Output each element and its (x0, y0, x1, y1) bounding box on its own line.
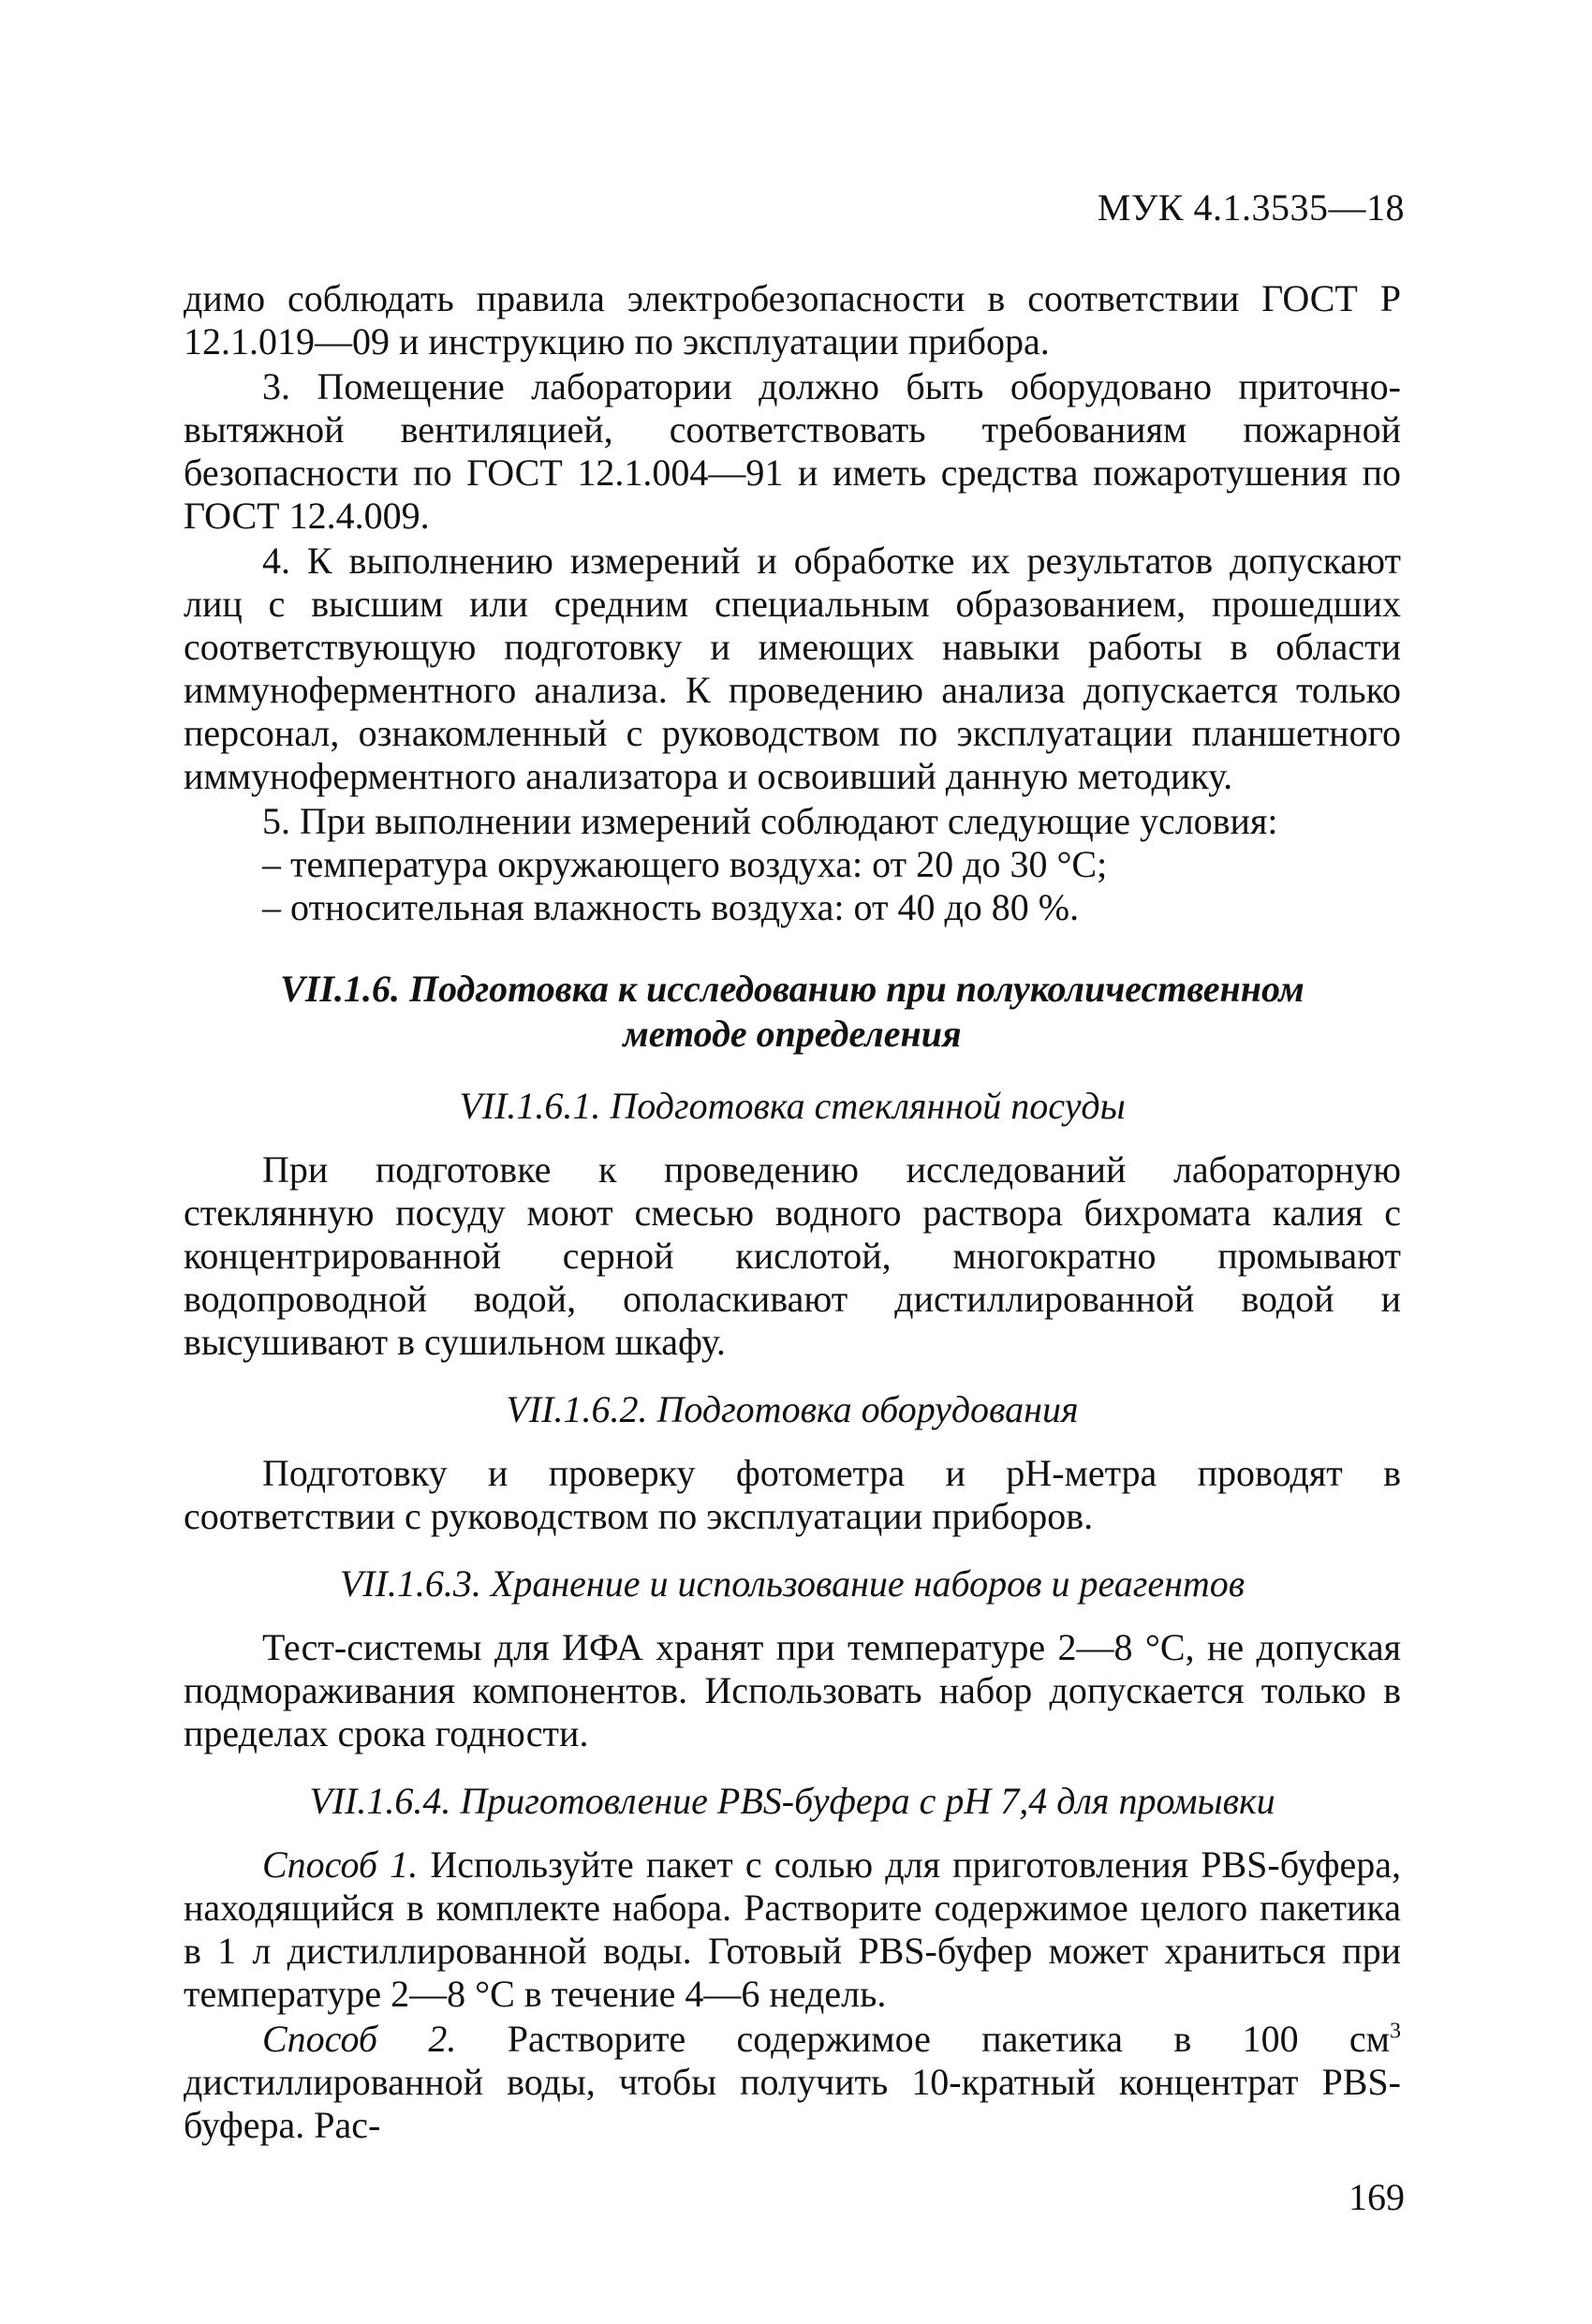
section-title-line-2: методе определения (623, 1013, 962, 1055)
paragraph-continuation: димо соблюдать правила электробезопасности в соответствии ГОСТ Р 12.1.019—09 и инструкцию по эксплуатации прибора. (184, 277, 1401, 363)
body-text (184, 277, 1401, 2147)
subsection-title-storage: VII.1.6.3. Хранение и использование наборов и реагентов (339, 1562, 1246, 1605)
document-code-header: МУК 4.1.3535—18 (1097, 186, 1405, 229)
method-2-paragraph (184, 2018, 1401, 2147)
paragraph-5: 5. При выполнении измерений соблюдают следующие условия: (262, 800, 1278, 842)
subsection-title-pbs-buffer: VII.1.6.4. Приготовление PBS-буфера с рН 7,4 для промывки (309, 1780, 1275, 1822)
section-title (184, 967, 1401, 1057)
method-2-text-b: дистиллированной воды, чтобы получить 10-кратный концентрат PBS-буфера. Рас- (184, 2061, 1401, 2146)
section-title-line-1: VII.1.6. Подготовка к исследованию при полуколичественном (280, 968, 1305, 1010)
cubic-superscript: 3 (1390, 2019, 1401, 2044)
paragraph-3: 3. Помещение лаборатории должно быть оборудовано приточно-вытяжной вентиляцией, соответствовать требованиям пожарной безопасности по ГОСТ 12.1.004—91 и иметь средства пожаротушения по ГОСТ 12.4.009. (184, 365, 1401, 537)
storage-paragraph: Тест-системы для ИФА хранят при температуре 2—8 °С, не допуская подмораживания компонентов. Использовать набор допускается только в пределах срока годности. (184, 1626, 1401, 1754)
page-number: 169 (1349, 2176, 1405, 2218)
condition-temperature: – температура окружающего воздуха: от 20 до 30 °С; (262, 843, 1108, 885)
method-2-text-a: Растворите содержимое пакетика в 100 см (456, 2018, 1390, 2060)
subsection-title-glassware: VII.1.6.1. Подготовка стеклянной посуды (459, 1085, 1126, 1127)
equipment-paragraph: Подготовку и проверку фотометра и рН-метра проводят в соответствии с руководством по эксплуатации приборов. (184, 1452, 1401, 1537)
glassware-paragraph: При подготовке к проведению исследований лабораторную стеклянную посуду моют смесью водного раствора бихромата калия с концентрированной серной кислотой, многократно промывают водопроводной водой, ополаскивают дистиллированной водой и высушивают в сушильном шкафу. (184, 1148, 1401, 1363)
subsection-title-equipment: VII.1.6.2. Подготовка оборудования (506, 1388, 1079, 1430)
method-2-label: Способ 2. (262, 2018, 457, 2060)
method-1-text: Используйте пакет с солью для приготовления PBS-буфера, находящийся в комплекте набора. Растворите содержимое целого пакетика в 1 л дистиллированной воды. Готовый PBS-буфер может храниться при температуре 2—8 °С в течение 4—6 недель. (184, 1843, 1401, 2015)
method-1-label: Способ 1. (262, 1843, 419, 1886)
condition-humidity: – относительная влажность воздуха: от 40 до 80 %. (262, 886, 1080, 928)
method-1-paragraph (184, 1843, 1401, 2016)
paragraph-4: 4. К выполнению измерений и обработке их результатов допускают лиц с высшим или средним специальным образованием, прошедших соответствующую подготовку и имеющих навыки работы в области иммуноферментного анализа. К проведению анализа допускается только персонал, ознакомленный с руководством по эксплуатации планшетного иммуноферментного анализатора и освоивший данную методику. (184, 540, 1401, 797)
